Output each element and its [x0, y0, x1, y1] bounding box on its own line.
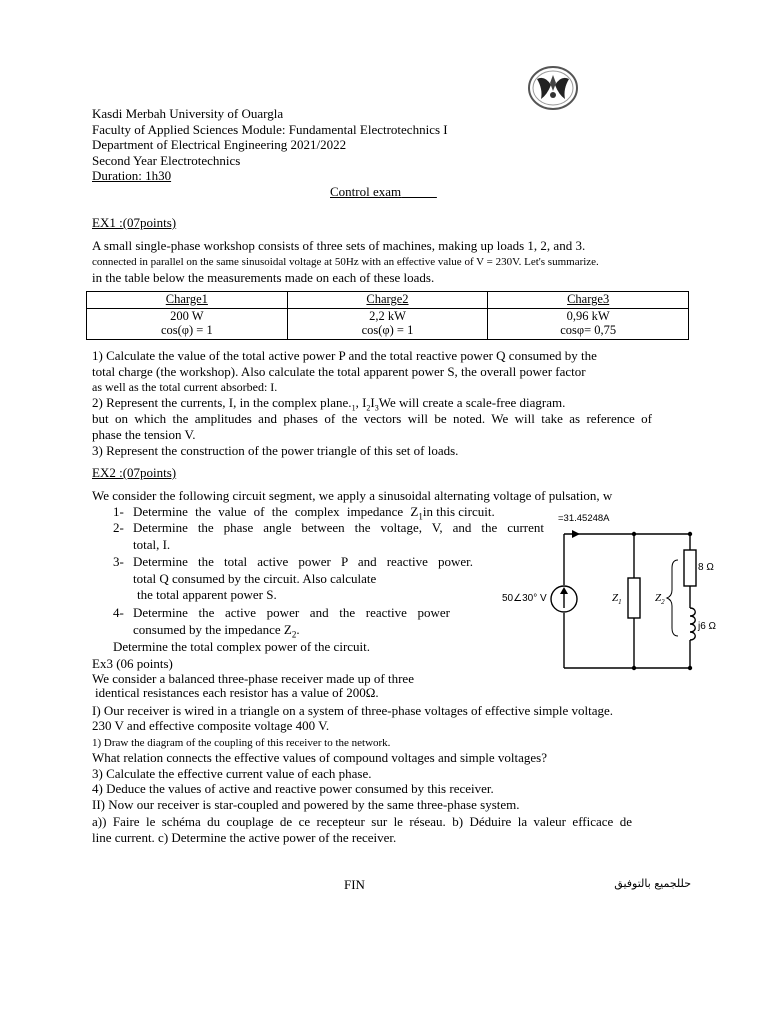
exam-end: FIN	[344, 877, 365, 892]
ex2-q3-number: 3-	[113, 554, 124, 569]
ex2-q4-number: 4-	[113, 605, 124, 620]
ex2-q2-text: total, I.	[133, 537, 171, 552]
ex1-question-line: as well as the total current absorbed: I.	[92, 380, 278, 394]
circuit-inductor-label: j6 Ω	[698, 621, 717, 632]
circuit-source-label: 50∠30° V	[502, 593, 547, 604]
ex3-title: Ex3 (06 points)	[92, 656, 173, 671]
ex3-line: What relation connects the effective values of compound voltages and simple voltages?	[92, 750, 547, 765]
ex2-q4-text: Determine the active power and the reactive power	[133, 605, 450, 620]
current-arrow-icon	[572, 530, 580, 538]
faculty-module: Faculty of Applied Sciences Module: Fundamental Electrotechnics I	[92, 122, 448, 137]
table-row	[87, 292, 689, 309]
study-year: Second Year Electrotechnics	[92, 153, 241, 168]
arabic-good-luck: ح‍للجميع بالتوفيق	[614, 877, 691, 890]
university-logo	[527, 65, 579, 111]
ex3-line: We consider a balanced three-phase receiver made up of three	[92, 671, 414, 686]
ex3-line: 4) Deduce the values of active and reactive power consumed by this receiver.	[92, 781, 494, 796]
table-header-cell: Charge2	[287, 292, 488, 309]
circuit-current-label: =31.45248A	[558, 513, 610, 524]
ex2-title: EX2 :(07points)	[92, 465, 177, 480]
ex1-question-line: 1) Calculate the value of the total active power P and the total reactive power Q consumed by the	[92, 348, 597, 363]
ex1-intro-line: in the table below the measurements made on each of these loads.	[92, 270, 435, 285]
loads-table	[86, 291, 689, 340]
exam-title: Control exam	[330, 184, 402, 199]
table-header-cell: Charge1	[87, 292, 288, 309]
table-cell: 200 W cos(φ) = 1	[87, 309, 288, 340]
ex1-intro-line: A small single-phase workshop consists of three sets of machines, making up loads 1, 2, and 3.	[92, 238, 586, 253]
ex1-question-line: total charge (the workshop). Also calculate the total apparent power S, the overall power factor	[92, 364, 586, 379]
ex3-line: line current. c) Determine the active power of the receiver.	[92, 830, 397, 845]
ex3-line: identical resistances each resistor has a value of 200Ω.	[95, 685, 379, 700]
ex2-q2-text: Determine the phase angle between the voltage, V, and the current	[133, 520, 544, 535]
ex1-intro-line: connected in parallel on the same sinusoidal voltage at 50Hz with an effective value of V = 230V. Let's summarize.	[92, 256, 599, 268]
circuit-z1-label: $Z_1$	[612, 592, 622, 607]
ex2-q3-text: the total apparent power S.	[137, 587, 277, 602]
ex3-line: a)) Faire le schéma du couplage de ce recepteur sur le réseau. b) Déduire la valeur efficace de	[92, 814, 632, 829]
ex2-q1-number: 1-	[113, 504, 124, 519]
table-header-cell: Charge3	[488, 292, 689, 309]
table-cell: 0,96 kW cosφ= 0,75	[488, 309, 689, 340]
ex3-line: I) Our receiver is wired in a triangle on a system of three-phase voltages of effective simple voltage.	[92, 703, 614, 718]
ex2-q1-text: Determine the value of the complex impedance $Z_1in$ this circuit.	[133, 504, 495, 522]
ex2-q3-text: Determine the total active power P and reactive power.	[133, 554, 473, 569]
department: Department of Electrical Engineering 2021/2022	[92, 137, 347, 152]
university-name: Kasdi Merbah University of Ouargla	[92, 106, 284, 121]
ex3-line: 3) Calculate the effective current value of each phase.	[92, 766, 372, 781]
ex2-intro: We consider the following circuit segment, we apply a sinusoidal alternating voltage of pulsation, w	[92, 488, 613, 503]
ex2-q5-text: Determine the total complex power of the circuit.	[113, 639, 371, 654]
ex3-line: 1) Draw the diagram of the coupling of this receiver to the network.	[92, 737, 391, 749]
ex1-question-line: 2) Represent the currents, I, in the complex $plane._1$, $I_2I_3We$ will create a scale-free diagram.	[92, 395, 566, 413]
ex3-line: 230 V and effective composite voltage 400 V.	[92, 718, 330, 733]
ex3-line: II) Now our receiver is star-coupled and powered by the same three-phase system.	[92, 797, 520, 812]
table-cell: 2,2 kW cos(φ) = 1	[287, 309, 488, 340]
exam-duration: Duration: 1h30	[92, 168, 172, 183]
table-row	[87, 309, 689, 340]
circuit-resistor-label: 8 Ω	[698, 562, 714, 573]
ex1-question-line: 3) Represent the construction of the power triangle of this set of loads.	[92, 443, 459, 458]
ex1-question-line: but on which the amplitudes and phases of the vectors will be noted. We will take as reference of	[92, 411, 652, 426]
source-arrow-icon	[560, 587, 568, 594]
ex2-q3-text: total Q consumed by the circuit. Also calculate	[133, 571, 377, 586]
ex1-title: EX1 :(07points)	[92, 215, 177, 230]
ex2-q4-text: consumed by the impedance $Z_2$.	[133, 622, 300, 640]
ex2-q2-number: 2-	[113, 520, 124, 535]
ex1-question-line: phase the tension V.	[92, 427, 196, 442]
circuit-z2-label: $Z_2$	[655, 592, 665, 607]
